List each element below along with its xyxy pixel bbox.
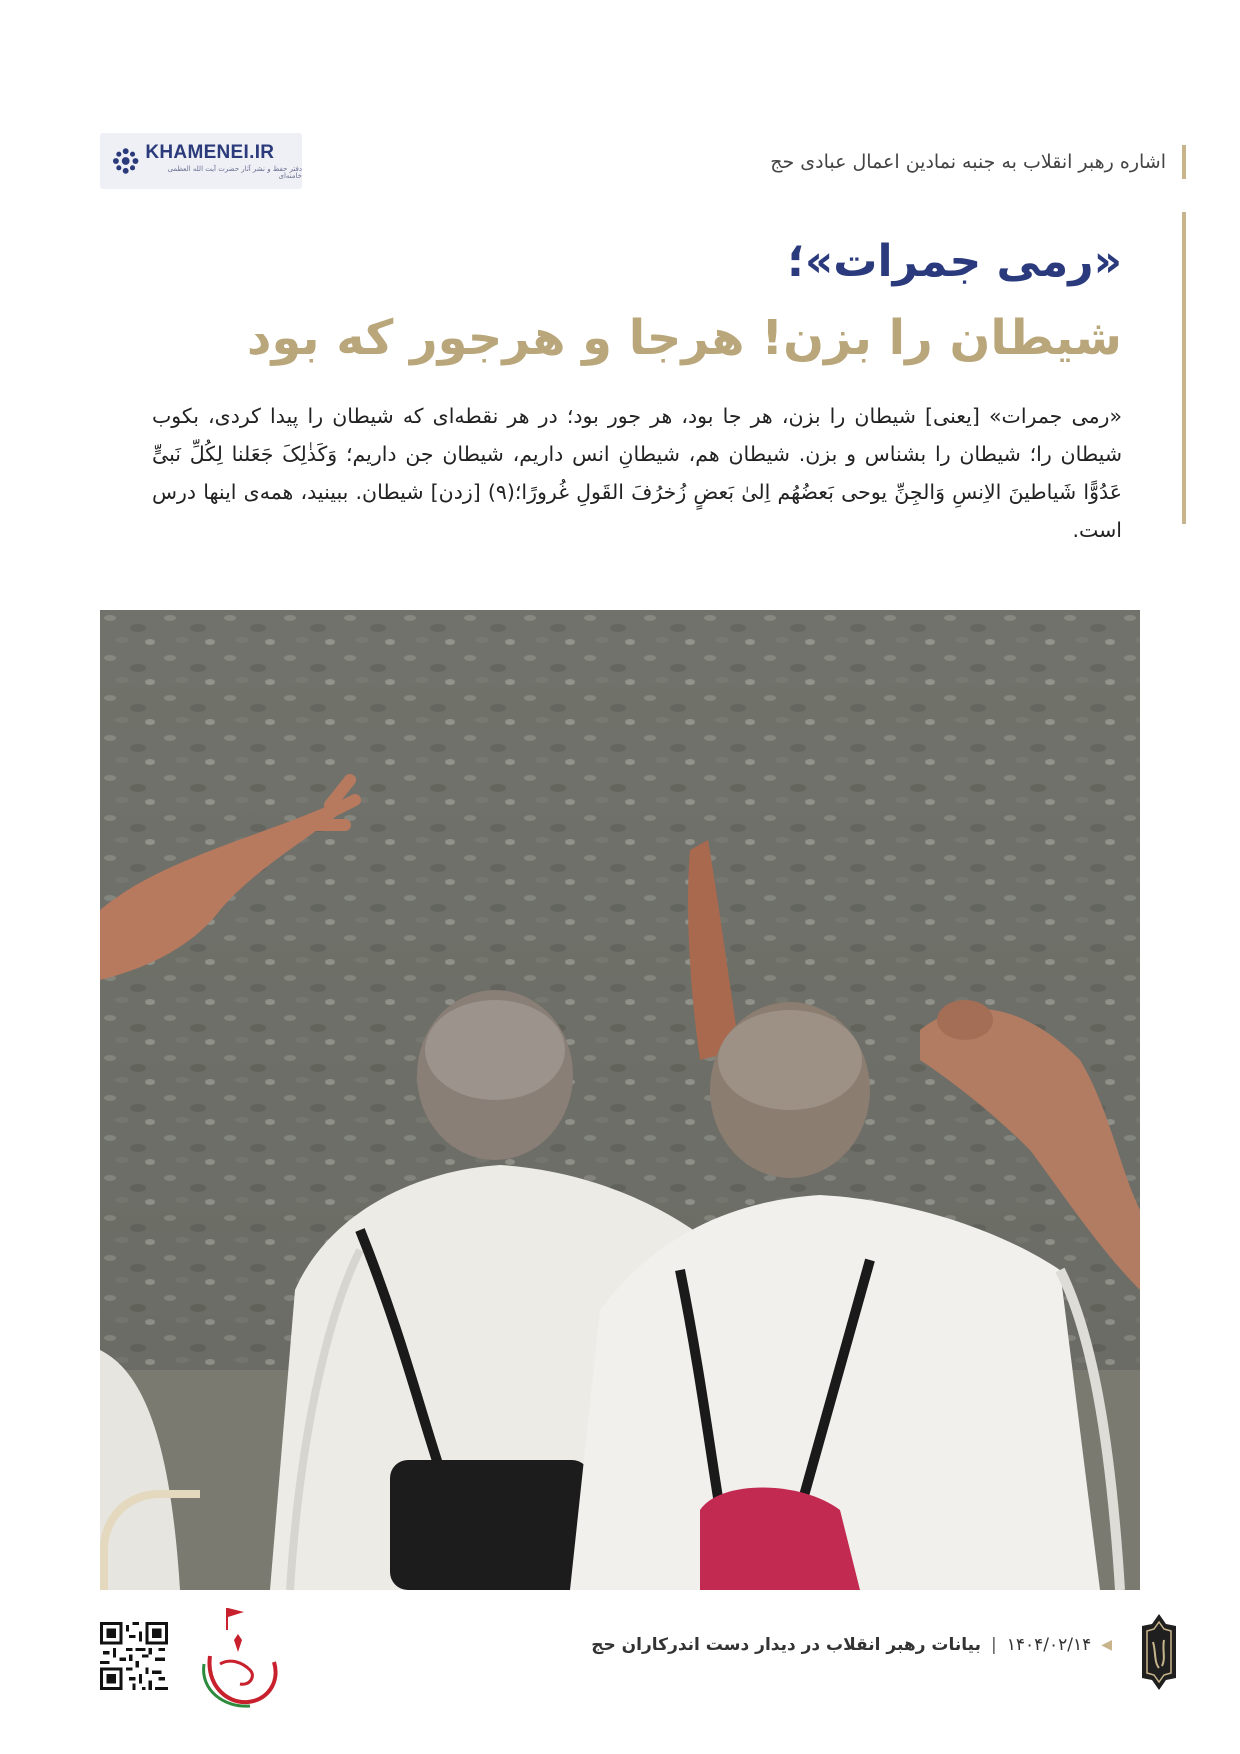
headline-secondary: شیطان را بزن! هرجا و هرجور که بود	[246, 310, 1122, 366]
pilgrims-photo	[100, 610, 1140, 1590]
caption-title: بیانات رهبر انقلاب در دیدار دست اندرکاران حج	[591, 1635, 981, 1655]
caption-separator: |	[990, 1635, 997, 1655]
logo-subtitle: دفتر حفظ و نشر آثار حضرت آیت الله العظمی خامنه‌ای	[167, 164, 302, 180]
accent-bar	[1182, 212, 1186, 524]
khamenei-logo[interactable]	[100, 133, 302, 189]
section-label: اشاره رهبر انقلاب به جنبه نمادین اعمال عبادی حج	[770, 145, 1186, 179]
allahu-akbar-emblem-icon	[1136, 1612, 1182, 1692]
ashura-logo-icon	[190, 1604, 286, 1712]
logo-name: KHAMENEI.IR	[145, 141, 275, 163]
caption-date: ۱۴۰۴/۰۲/۱۴	[1006, 1635, 1092, 1655]
qr-code-icon[interactable]	[100, 1622, 168, 1690]
footer-caption	[591, 1635, 1112, 1655]
logo-emblem-icon	[112, 147, 139, 175]
caption-arrow-icon: ◀	[1101, 1637, 1112, 1653]
quote-body: «رمی جمرات» [یعنی] شیطان را بزن، هر جا بود، هر جور بود؛ در هر نقطه‌ای که شیطان را پیدا کردی، بکوب شیطان را؛ شیطان را بشناس و بزن. شیطان هم، شیطانِ انس داریم، شیطان جن داریم؛ وَکَذٰلِکَ جَعَلنا لِکُلِّ نَبیٍّ عَدُوًّا شَیاطینَ الاِنسِ وَالجِنِّ یوحی بَعضُهُم اِلیٰ بَعضٍ زُخرُفَ القَولِ غُرورًا؛(۹) [زدن] شیطان. ببینید، همه‌ی اینها درس است.	[152, 404, 1122, 542]
headline-primary: «رمی جمرات»؛	[787, 236, 1122, 287]
corner-decoration	[100, 1490, 200, 1590]
